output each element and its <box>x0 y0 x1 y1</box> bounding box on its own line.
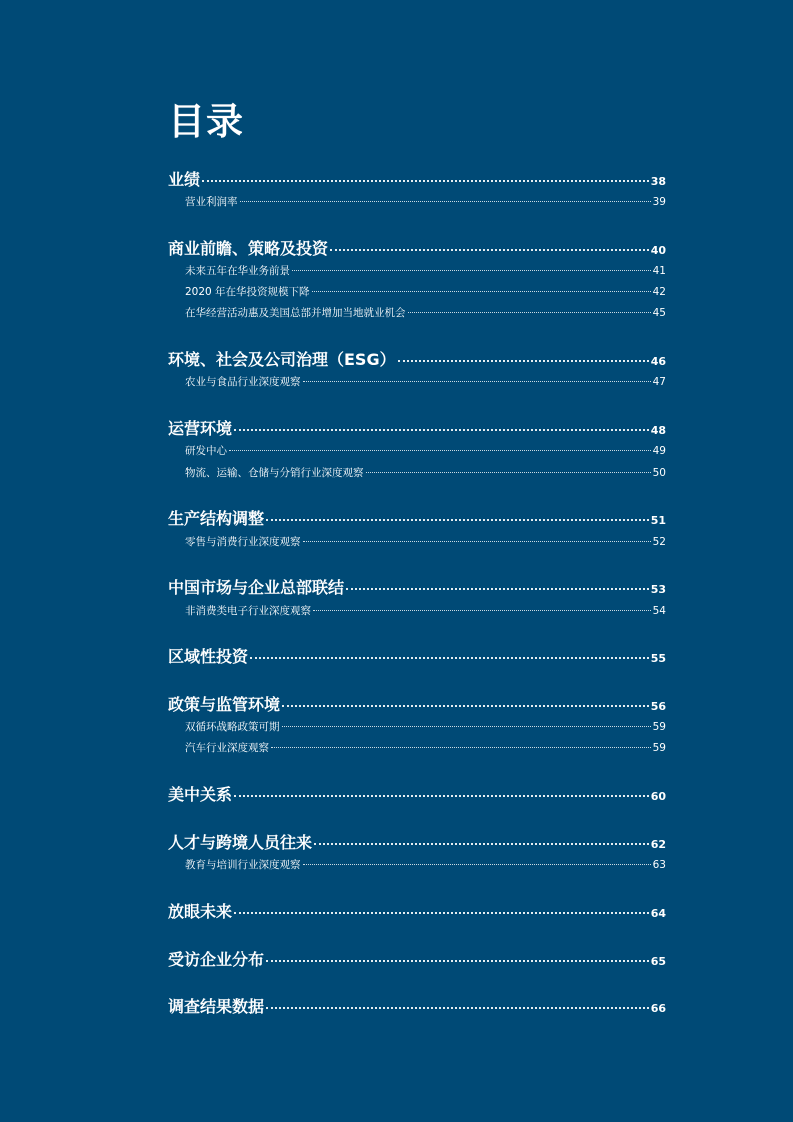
toc-page-number: 56 <box>650 700 666 713</box>
toc-section-label: 环境、社会及公司治理（ESG） <box>168 350 396 369</box>
toc-subsection-label: 未来五年在华业务前景 <box>185 265 290 277</box>
toc-page-number: 50 <box>652 467 666 479</box>
toc-page-number: 53 <box>650 583 666 596</box>
toc-page-number: 41 <box>652 265 666 277</box>
toc-section-label: 调查结果数据 <box>168 997 265 1016</box>
toc-page-number: 40 <box>650 244 666 257</box>
dot-leader <box>292 270 651 271</box>
dot-leader <box>330 249 649 251</box>
dot-leader <box>234 429 649 431</box>
toc-subsection-label: 2020 年在华投资规模下降 <box>185 286 310 298</box>
toc-page-number: 51 <box>650 514 666 527</box>
toc-page-number: 55 <box>650 652 666 665</box>
dot-leader <box>398 360 649 362</box>
toc-page-number: 54 <box>652 605 666 617</box>
toc-page-number: 45 <box>652 307 666 319</box>
toc-section-label: 中国市场与企业总部联结 <box>168 578 345 597</box>
dot-leader <box>240 201 651 202</box>
toc-subsection-label: 零售与消费行业深度观察 <box>185 536 301 548</box>
toc-section-label: 人才与跨境人员往来 <box>168 833 313 852</box>
toc-subsection-label: 研发中心 <box>185 445 227 457</box>
toc-subsection[interactable] <box>168 602 666 620</box>
toc-subsection-label: 非消费类电子行业深度观察 <box>185 605 311 617</box>
dot-leader <box>266 960 649 962</box>
dot-leader <box>234 912 649 914</box>
dot-leader <box>346 588 649 590</box>
page-title: 目录 <box>168 100 244 143</box>
toc-subsection-label: 在华经营活动惠及美国总部并增加当地就业机会 <box>185 307 406 319</box>
toc-section-label: 商业前瞻、策略及投资 <box>168 239 329 258</box>
toc-subsection-label: 营业利润率 <box>185 196 238 208</box>
toc-section[interactable] <box>168 576 666 600</box>
toc-subsection[interactable] <box>168 533 666 551</box>
toc-subsection-label: 汽车行业深度观察 <box>185 742 269 754</box>
toc-page-number: 46 <box>650 355 666 368</box>
toc-section[interactable] <box>168 693 666 717</box>
toc-subsection-label: 教育与培训行业深度观察 <box>185 859 301 871</box>
toc-section[interactable] <box>168 900 666 924</box>
dot-leader <box>312 291 651 292</box>
toc-section-label: 放眼未来 <box>168 902 233 921</box>
toc-section[interactable] <box>168 948 666 972</box>
toc-section[interactable] <box>168 168 666 192</box>
dot-leader <box>303 381 651 382</box>
dot-leader <box>282 705 649 707</box>
toc-page-number: 42 <box>652 286 666 298</box>
toc-section[interactable] <box>168 348 666 372</box>
toc-page-number: 66 <box>650 1002 666 1015</box>
toc-section[interactable] <box>168 645 666 669</box>
dot-leader <box>266 519 649 521</box>
toc-section-label: 生产结构调整 <box>168 509 265 528</box>
dot-leader <box>408 312 651 313</box>
toc-page-number: 47 <box>652 376 666 388</box>
toc-section[interactable] <box>168 417 666 441</box>
toc-page-number: 64 <box>650 907 666 920</box>
toc-section[interactable] <box>168 995 666 1019</box>
toc-page-number: 63 <box>652 859 666 871</box>
dot-leader <box>366 472 651 473</box>
dot-leader <box>303 541 651 542</box>
toc-section-label: 区域性投资 <box>168 647 249 666</box>
toc-section[interactable] <box>168 783 666 807</box>
dot-leader <box>303 864 651 865</box>
dot-leader <box>271 747 651 748</box>
toc-page-number: 52 <box>652 536 666 548</box>
toc-section[interactable] <box>168 507 666 531</box>
dot-leader <box>313 610 651 611</box>
toc-subsection-label: 物流、运输、仓储与分销行业深度观察 <box>185 467 364 479</box>
toc-subsection[interactable] <box>168 283 666 301</box>
toc-page-number: 49 <box>652 445 666 457</box>
toc-subsection[interactable] <box>168 442 666 460</box>
toc-subsection[interactable] <box>168 262 666 280</box>
toc-subsection[interactable] <box>168 739 666 757</box>
toc-page-number: 39 <box>652 196 666 208</box>
toc-section-label: 业绩 <box>168 170 201 189</box>
toc-section-label: 政策与监管环境 <box>168 695 281 714</box>
dot-leader <box>234 795 649 797</box>
toc-page-number: 60 <box>650 790 666 803</box>
toc-section[interactable] <box>168 831 666 855</box>
dot-leader <box>266 1007 649 1009</box>
toc-subsection-label: 双循环战略政策可期 <box>185 721 280 733</box>
dot-leader <box>250 657 649 659</box>
toc-section-label: 美中关系 <box>168 785 233 804</box>
toc-subsection-label: 农业与食品行业深度观察 <box>185 376 301 388</box>
toc-page-number: 48 <box>650 424 666 437</box>
toc-subsection[interactable] <box>168 373 666 391</box>
toc-subsection[interactable] <box>168 304 666 322</box>
toc-section-label: 受访企业分布 <box>168 950 265 969</box>
toc-section[interactable] <box>168 237 666 261</box>
toc-subsection[interactable] <box>168 718 666 736</box>
dot-leader <box>229 450 651 451</box>
toc-subsection[interactable] <box>168 464 666 482</box>
toc-page-number: 59 <box>652 742 666 754</box>
toc-page-number: 65 <box>650 955 666 968</box>
toc-subsection[interactable] <box>168 193 666 211</box>
toc-page-number: 59 <box>652 721 666 733</box>
dot-leader <box>202 180 649 182</box>
toc-page-number: 62 <box>650 838 666 851</box>
dot-leader <box>282 726 651 727</box>
dot-leader <box>314 843 649 845</box>
toc-subsection[interactable] <box>168 856 666 874</box>
toc-section-label: 运营环境 <box>168 419 233 438</box>
toc-page-number: 38 <box>650 175 666 188</box>
